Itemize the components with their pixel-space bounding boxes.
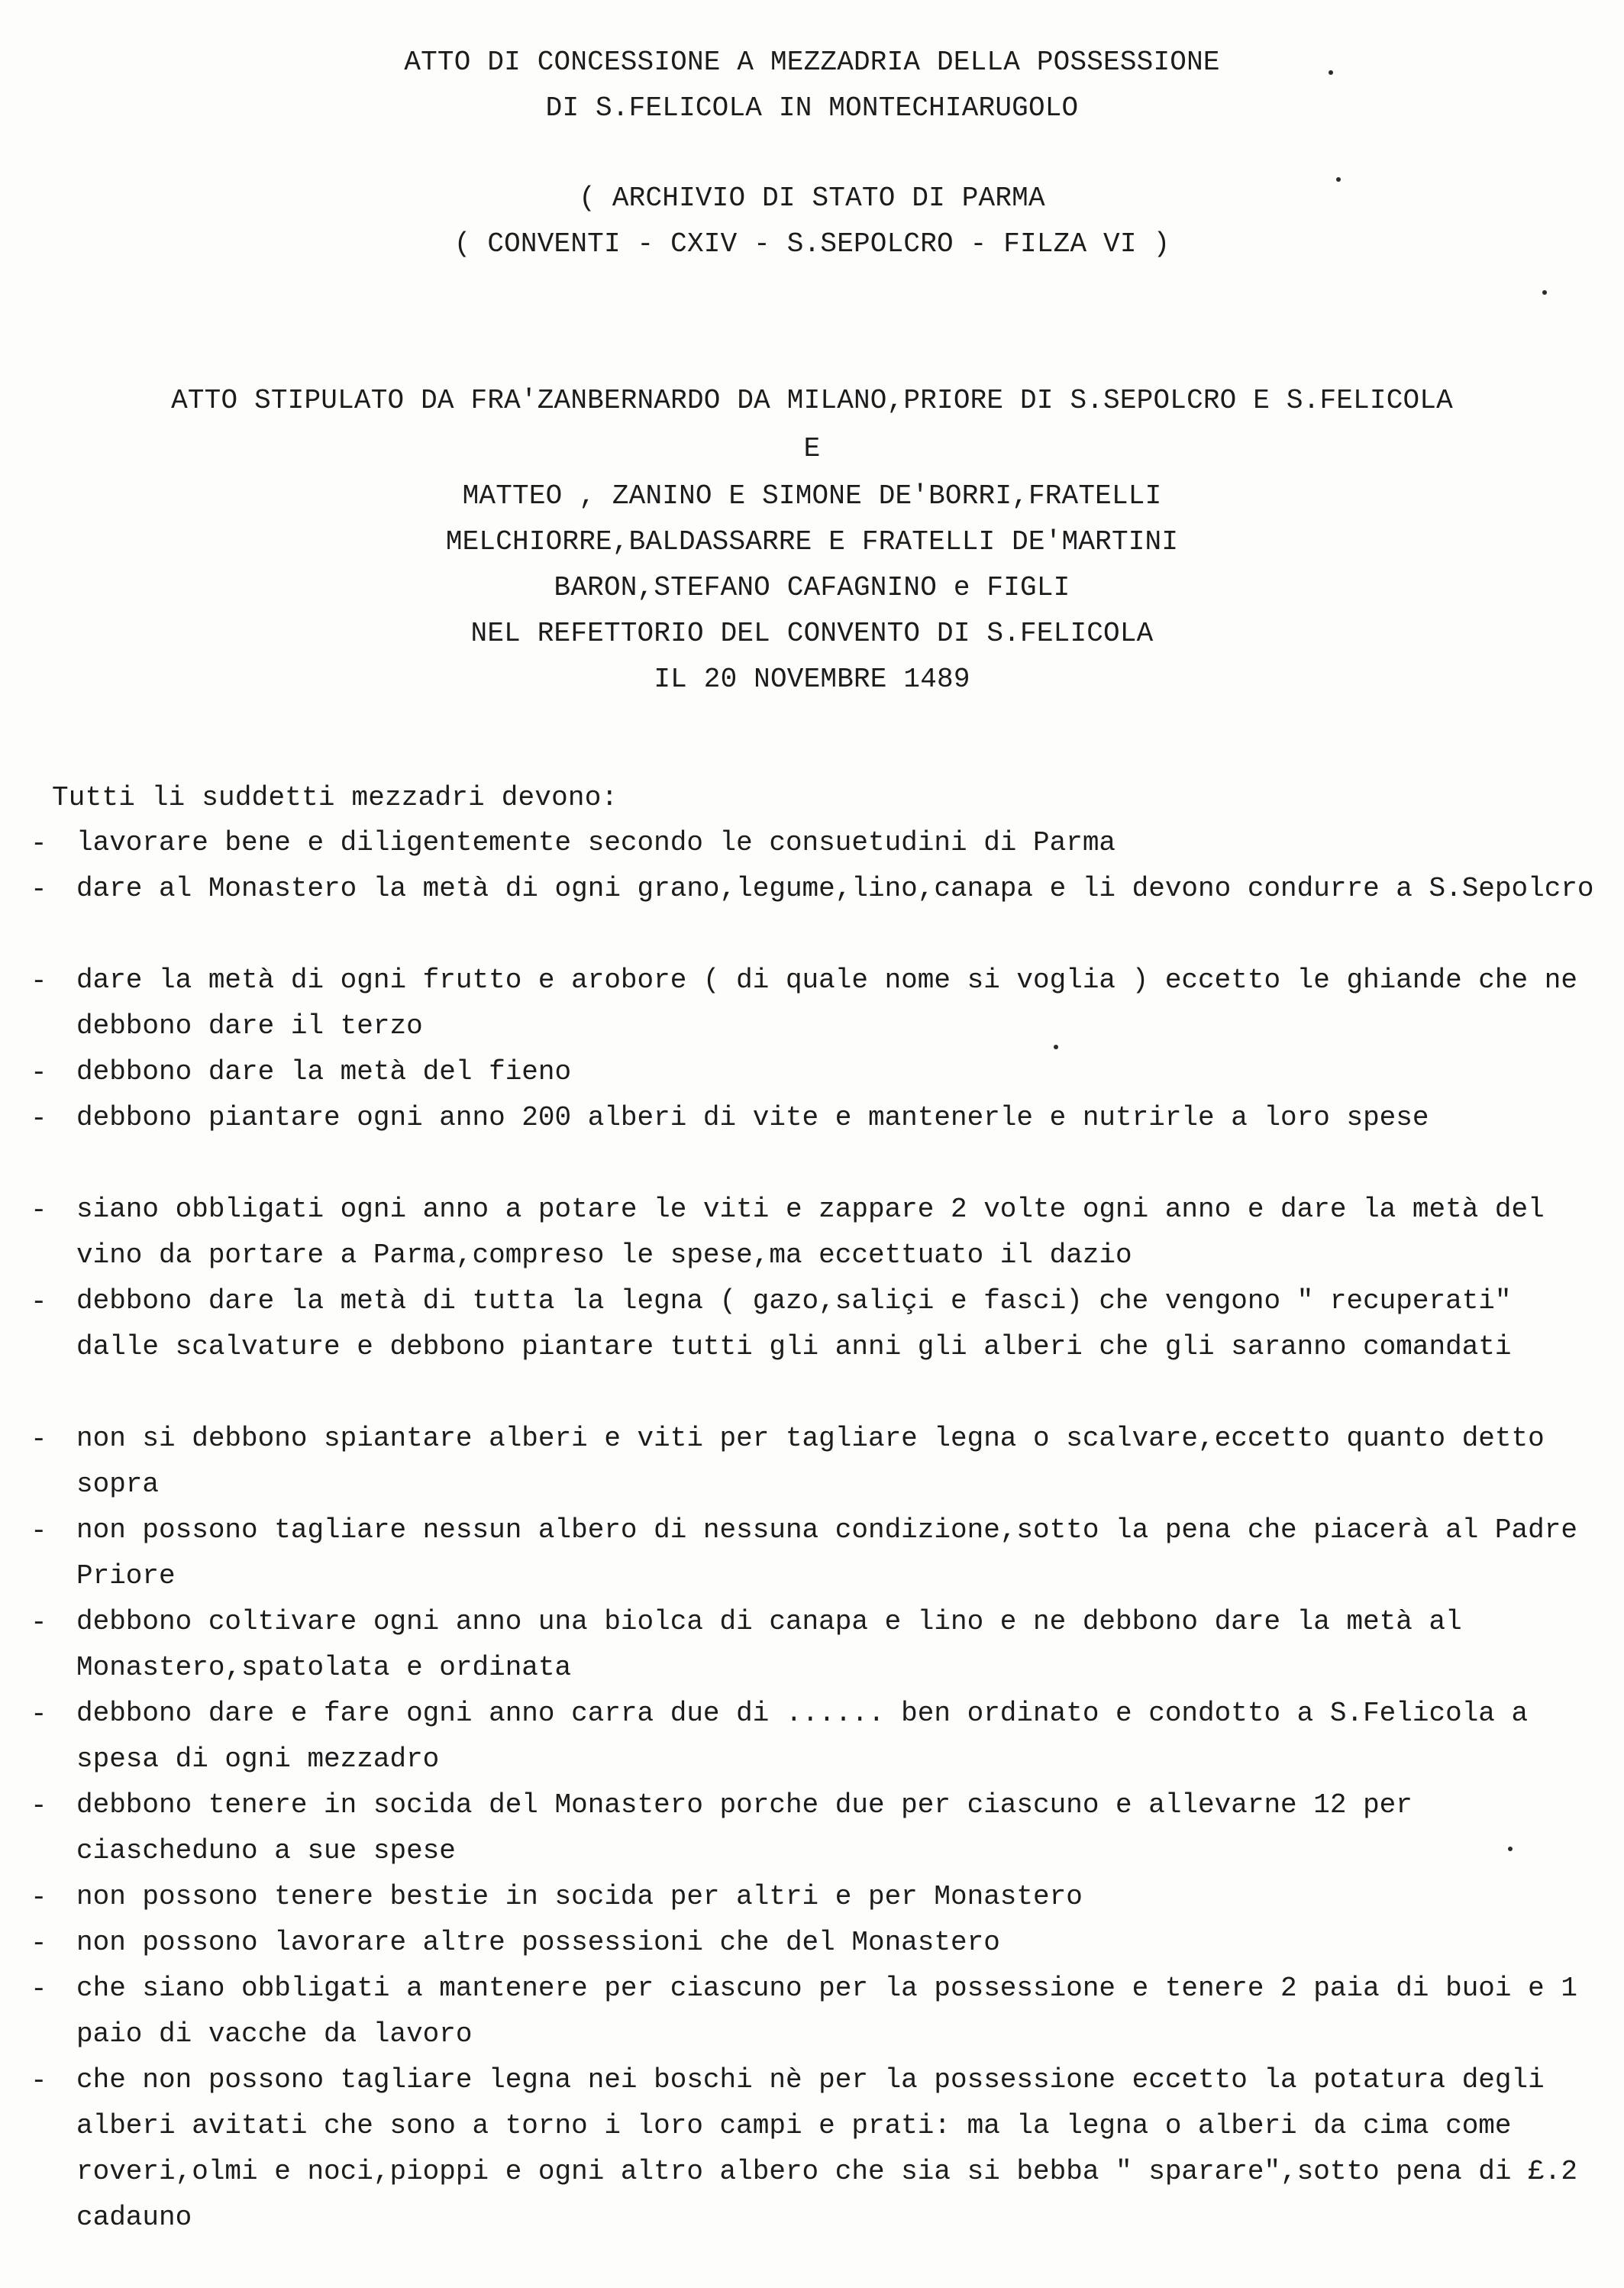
list-item-text: che non possono tagliare legna nei boschi nè per la possessione eccetto la potatura degli alberi avitati che sono a torno i loro campi e prati: ma la legna o alberi da cima come roveri,olmi e noci,pioppi e ogni altro albero che sia si bebba " sparare",sotto pena di £.2 cadauno	[76, 2064, 1577, 2233]
list-item-text: lavorare bene e diligentemente secondo le consuetudini di Parma	[76, 827, 1116, 858]
list-item-text: debbono dare la metà di tutta la legna ( gazo,saliçi e fasci) che vengono " recuperati" dalle scalvature e debbono piantare tutti gli anni gli alberi che gli saranno comandati	[76, 1285, 1512, 1362]
list-item-dash: -	[31, 1607, 47, 1638]
list-item-text: non possono lavorare altre possessioni che del Monastero	[76, 1927, 1000, 1958]
scan-speck	[1054, 1045, 1058, 1049]
list-item-text: debbono dare la metà del fieno	[76, 1056, 572, 1087]
list-item-text: debbono tenere in socida del Monastero porche due per ciascuno e allevarne 12 per ciascheduno a sue spese	[76, 1789, 1413, 1866]
list-item-dash: -	[31, 2065, 47, 2096]
list-item-text: siano obbligati ogni anno a potare le viti e zappare 2 volte ogni anno e dare la metà del vino da portare a Parma,compreso le spese,ma eccettuato il dazio	[76, 1194, 1545, 1271]
list-item-text: debbono coltivare ogni anno una biolca di canapa e lino e ne debbono dare la metà al Monastero,spatolata e ordinata	[76, 1606, 1462, 1683]
scan-speck	[1336, 177, 1341, 182]
parties-line-5: BARON,STEFANO CAFAGNINO e FIGLI	[554, 572, 1070, 603]
list-item-text: dare la metà di ogni frutto e arobore ( di quale nome si voglia ) eccetto le ghiande che ne debbono dare il terzo	[76, 965, 1577, 1042]
parties-line-2: E	[803, 433, 821, 464]
list-item-dash: -	[31, 1103, 47, 1134]
archive-reference-line-1: ( ARCHIVIO DI STATO DI PARMA	[579, 183, 1045, 214]
list-item-text: non si debbono spiantare alberi e viti per tagliare legna o scalvare,eccetto quanto detto sopra	[76, 1423, 1545, 1500]
list-item-dash: -	[31, 1515, 47, 1546]
list-item-dash: -	[31, 1286, 47, 1317]
list-item-dash: -	[31, 1424, 47, 1455]
list-item-text: che siano obbligati a mantenere per ciascuno per la possessione e tenere 2 paia di buoi e 1 paio di vacche da lavoro	[76, 1973, 1577, 2050]
list-item-dash: -	[31, 1928, 47, 1959]
parties-line-7: IL 20 NOVEMBRE 1489	[654, 664, 970, 695]
list-item-text: non possono tagliare nessun albero di nessuna condizione,sotto la pena che piacerà al Padre Priore	[76, 1514, 1577, 1592]
list-item-text: non possono tenere bestie in socida per altri e per Monastero	[76, 1881, 1083, 1912]
parties-line-4: MELCHIORRE,BALDASSARRE E FRATELLI DE'MARTINI	[445, 526, 1179, 557]
list-item-dash: -	[31, 965, 47, 997]
parties-line-1: ATTO STIPULATO DA FRA'ZANBERNARDO DA MILANO,PRIORE DI S.SEPOLCRO E S.FELICOLA	[171, 385, 1453, 416]
scan-speck	[1329, 70, 1333, 75]
document-title-line-1: ATTO DI CONCESSIONE A MEZZADRIA DELLA POSSESSIONE	[404, 47, 1220, 78]
list-item-dash: -	[31, 1194, 47, 1226]
archive-reference-line-2: ( CONVENTI - CXIV - S.SEPOLCRO - FILZA VI )	[454, 228, 1170, 260]
scan-speck	[1508, 1847, 1513, 1851]
list-item-text: debbono piantare ogni anno 200 alberi di vite e mantenerle e nutrirle a loro spese	[76, 1102, 1429, 1133]
document-title-line-2: DI S.FELICOLA IN MONTECHIARUGOLO	[545, 92, 1079, 124]
list-item-dash: -	[31, 1973, 47, 2005]
intro-text: Tutti li suddetti mezzadri devono:	[52, 782, 618, 813]
list-item-dash: -	[31, 1698, 47, 1730]
scan-speck	[1542, 290, 1547, 295]
list-item-dash: -	[31, 828, 47, 859]
list-item-dash: -	[31, 1790, 47, 1821]
parties-line-3: MATTEO , ZANINO E SIMONE DE'BORRI,FRATELLI	[462, 480, 1162, 512]
parties-line-6: NEL REFETTORIO DEL CONVENTO DI S.FELICOLA	[470, 618, 1154, 649]
list-item-dash: -	[31, 874, 47, 905]
list-item-dash: -	[31, 1882, 47, 1913]
list-item-text: dare al Monastero la metà di ogni grano,legume,lino,canapa e li devono condurre a S.Sepolcro	[76, 873, 1594, 904]
list-item-dash: -	[31, 1057, 47, 1088]
list-item-text: debbono dare e fare ogni anno carra due di ...... ben ordinato e condotto a S.Felicola a spesa di ogni mezzadro	[76, 1698, 1529, 1775]
